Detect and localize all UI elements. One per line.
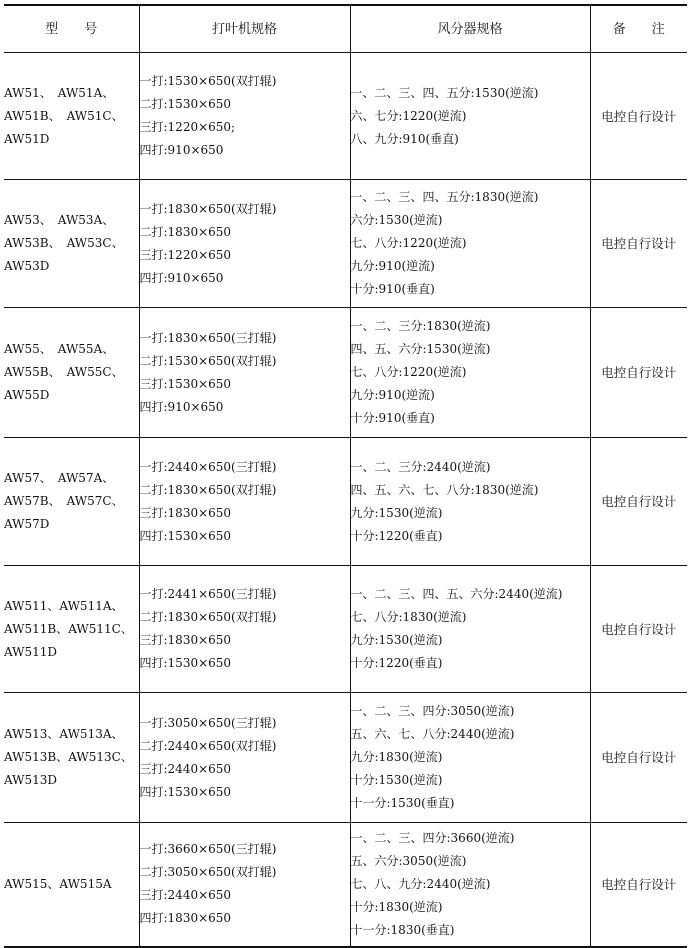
separator-spec-cell (350, 308, 590, 438)
model-cell-line: AW53、 AW53A、 (4, 213, 115, 227)
table-row (4, 53, 687, 180)
model-cell-line: AW57D (4, 517, 50, 531)
table-row (4, 438, 687, 566)
beater-spec-cell (139, 180, 350, 308)
beater-spec-cell-line: 四打:1530×650 (139, 528, 232, 543)
model-cell-line: AW51、 AW51A、 (4, 85, 115, 100)
beater-spec-cell-line: 一打:1530×650(双打辊) (139, 74, 277, 88)
model-cell (4, 308, 139, 438)
separator-spec-cell-line: 九分:1530(逆流) (350, 505, 443, 520)
header-beater-spec: 打叶机规格 (139, 5, 350, 53)
beater-spec-cell-line: 三打:2440×650 (139, 888, 232, 903)
beater-spec-cell-line: 四打:1830×650 (139, 911, 232, 926)
model-cell-line: AW513、AW513A、 (4, 727, 124, 741)
separator-spec-cell-line: 十分:1830(逆流) (350, 899, 443, 914)
model-cell (4, 53, 139, 180)
beater-spec-cell-line: 二打:1830×650 (139, 224, 232, 239)
spec-table (4, 4, 687, 948)
model-cell-line: AW55、 AW55A、 (4, 342, 115, 356)
remark-cell: 电控自行设计 (590, 693, 687, 823)
separator-spec-cell-line: 九分:1830(逆流) (350, 750, 443, 764)
beater-spec-cell-line: 四打:910×650 (139, 270, 224, 285)
header-model: 型 号 (4, 5, 139, 53)
separator-spec-cell-line: 一、二、三、四、五、六分:2440(逆流) (350, 587, 563, 601)
remark-cell: 电控自行设计 (590, 438, 687, 566)
model-cell-line: AW511B、AW511C、 (4, 621, 133, 636)
model-cell-line: AW57B、 AW57C、 (4, 494, 124, 508)
header-separator-spec: 风分器规格 (350, 5, 590, 53)
model-cell-line: AW57、 AW57A、 (4, 471, 115, 485)
separator-spec-cell-line: 五、六分:3050(逆流) (350, 853, 467, 868)
model-cell-line: AW55D (4, 388, 50, 402)
separator-spec-cell-line: 九分:1530(逆流) (350, 633, 443, 647)
table-row (4, 566, 687, 693)
separator-spec-cell-line: 七、八分:1830(逆流) (350, 610, 467, 624)
beater-spec-cell-line: 一打:1830×650(三打辊) (139, 330, 277, 345)
model-cell (4, 180, 139, 308)
beater-spec-cell (139, 308, 350, 438)
beater-spec-cell-line: 一打:3660×650(三打辊) (139, 842, 277, 857)
separator-spec-cell-line: 七、八分:1220(逆流) (350, 236, 467, 250)
separator-spec-cell-line: 四、五、六分:1530(逆流) (350, 342, 491, 356)
beater-spec-cell-line: 二打:1530×650 (139, 97, 232, 111)
model-cell (4, 566, 139, 693)
model-cell-line: AW53D (4, 259, 50, 273)
beater-spec-cell (139, 823, 350, 947)
separator-spec-cell (350, 693, 590, 823)
separator-spec-cell-line: 十一分:1830(垂直) (350, 922, 455, 937)
separator-spec-cell-line: 十分:1530(逆流) (350, 773, 443, 787)
beater-spec-cell-line: 三打:2440×650 (139, 761, 232, 776)
separator-spec-cell-line: 一、二、三、四分:3660(逆流) (350, 830, 515, 845)
separator-spec-cell-line: 九分:910(逆流) (350, 259, 435, 273)
separator-spec-cell-line: 一、二、三、四分:3050(逆流) (350, 704, 515, 718)
separator-spec-cell (350, 53, 590, 180)
remark-cell: 电控自行设计 (590, 566, 687, 693)
beater-spec-cell-line: 三打:1220×650; (139, 120, 236, 134)
beater-spec-cell-line: 一打:2440×650(三打辊) (139, 459, 277, 474)
separator-spec-cell-line: 五、六、七、八分:2440(逆流) (350, 727, 515, 741)
beater-spec-cell-line: 四打:910×650 (139, 143, 224, 157)
beater-spec-cell-line: 四打:1530×650 (139, 656, 232, 670)
table-row (4, 180, 687, 308)
beater-spec-cell-line: 一打:2441×650(三打辊) (139, 587, 277, 601)
model-cell (4, 693, 139, 823)
model-cell (4, 438, 139, 566)
separator-spec-cell (350, 438, 590, 566)
beater-spec-cell-line: 四打:910×650 (139, 399, 224, 414)
separator-spec-cell-line: 九分:910(逆流) (350, 388, 435, 402)
beater-spec-cell-line: 一打:3050×650(三打辊) (139, 715, 277, 730)
remark-cell: 电控自行设计 (590, 53, 687, 180)
model-cell-line: AW51D (4, 131, 50, 146)
model-cell-line: AW513D (4, 773, 58, 787)
header-remark: 备 注 (590, 5, 687, 53)
table-row (4, 823, 687, 947)
beater-spec-cell-line: 三打:1220×650 (139, 247, 232, 262)
beater-spec-cell (139, 438, 350, 566)
table-row (4, 693, 687, 823)
model-cell-line: AW513B、AW513C、 (4, 750, 133, 764)
separator-spec-cell-line: 十分:1220(垂直) (350, 528, 443, 543)
beater-spec-cell-line: 二打:1530×650(双打辊) (139, 353, 277, 368)
separator-spec-cell-line: 四、五、六、七、八分:1830(逆流) (350, 482, 539, 497)
table-body (4, 53, 687, 947)
beater-spec-cell-line: 三打:1530×650 (139, 376, 232, 391)
separator-spec-cell-line: 十分:910(垂直) (350, 411, 435, 425)
header-row (4, 5, 687, 53)
separator-spec-cell-line: 十一分:1530(垂直) (350, 796, 455, 810)
separator-spec-cell-line: 七、八分:1220(逆流) (350, 365, 467, 379)
model-cell-line: AW511、AW511A、 (4, 598, 124, 613)
model-cell-line: AW53B、 AW53C、 (4, 236, 124, 250)
separator-spec-cell-line: 六分:1530(逆流) (350, 213, 443, 227)
model-cell-line: AW55B、 AW55C、 (4, 365, 124, 379)
model-cell-line: AW511D (4, 644, 58, 659)
separator-spec-cell-line: 十分:1220(垂直) (350, 656, 443, 670)
beater-spec-cell-line: 二打:3050×650(双打辊) (139, 865, 277, 880)
beater-spec-cell (139, 693, 350, 823)
model-cell-line: AW51B、 AW51C、 (4, 108, 124, 123)
separator-spec-cell-line: 六、七分:1220(逆流) (350, 108, 467, 123)
remark-cell: 电控自行设计 (590, 823, 687, 947)
model-cell (4, 823, 139, 947)
separator-spec-cell-line: 一、二、三、四、五分:1830(逆流) (350, 190, 539, 204)
beater-spec-cell-line: 二打:2440×650(双打辊) (139, 738, 277, 753)
beater-spec-cell-line: 二打:1830×650(双打辊) (139, 482, 277, 497)
table-header (4, 5, 687, 53)
separator-spec-cell-line: 十分:910(垂直) (350, 282, 435, 296)
beater-spec-cell-line: 三打:1830×650 (139, 633, 232, 647)
table-row (4, 308, 687, 438)
separator-spec-cell (350, 823, 590, 947)
separator-spec-cell-line: 一、二、三分:1830(逆流) (350, 319, 491, 333)
model-cell-line: AW515、AW515A (4, 876, 112, 891)
beater-spec-cell-line: 二打:1830×650(双打辊) (139, 610, 277, 624)
separator-spec-cell (350, 180, 590, 308)
remark-cell: 电控自行设计 (590, 308, 687, 438)
separator-spec-cell-line: 一、二、三、四、五分:1530(逆流) (350, 85, 539, 100)
separator-spec-cell (350, 566, 590, 693)
remark-cell: 电控自行设计 (590, 180, 687, 308)
beater-spec-cell-line: 四打:1530×650 (139, 784, 232, 799)
separator-spec-cell-line: 七、八、九分:2440(逆流) (350, 876, 491, 891)
beater-spec-cell-line: 三打:1830×650 (139, 505, 232, 520)
beater-spec-cell (139, 566, 350, 693)
separator-spec-cell-line: 八、九分:910(垂直) (350, 131, 459, 146)
beater-spec-cell (139, 53, 350, 180)
separator-spec-cell-line: 一、二、三分:2440(逆流) (350, 459, 491, 474)
beater-spec-cell-line: 一打:1830×650(双打辊) (139, 201, 277, 216)
